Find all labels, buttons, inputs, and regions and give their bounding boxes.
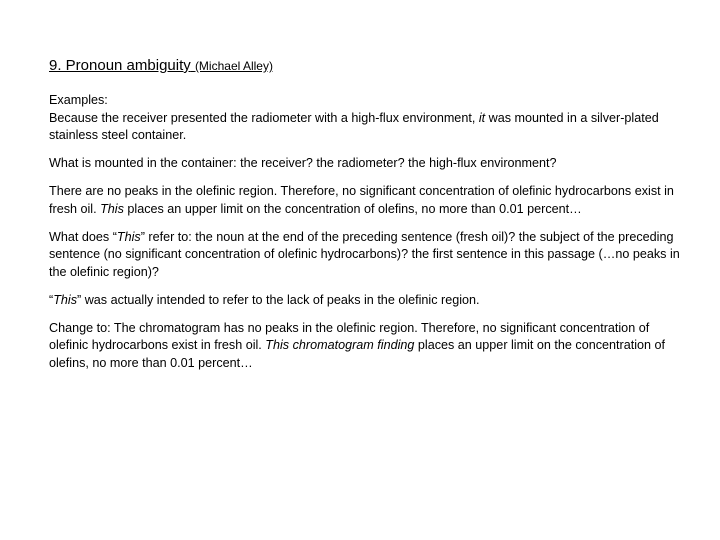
p5-text-before: “ <box>49 292 54 307</box>
p6-italic-phrase: This chromatogram finding <box>265 338 415 352</box>
p3-text-after: places an upper limit on the concentration of olefins, no more than 0.01 percent… <box>123 201 582 216</box>
p5-italic-pronoun: This <box>53 292 77 307</box>
p3-text-before: There are no peaks in the olefinic region. Therefore, no significant concentration of olefinic hydrocarbons exist in fresh oil. <box>49 184 674 216</box>
title-text: 9. Pronoun ambiguity <box>49 57 191 74</box>
p4-text-before: What does “ <box>49 229 117 244</box>
p1-italic-pronoun: it <box>478 110 486 125</box>
example-paragraph-2: What is mounted in the container: the receiver? the radiometer? the high-flux environment? <box>49 156 557 170</box>
p6-text-after: places an upper limit on the concentration of olefins, no more than 0.01 percent… <box>49 338 666 370</box>
examples-label: Examples: <box>49 93 108 107</box>
p4-text-after: ” refer to: the noun at the end of the preceding sentence (fresh oil)? the subject of the preceding sentence (no significant concentration of olefinic hydrocarbons)? the first sentence in this passage (…no peaks in the olefinic region)? <box>49 229 680 279</box>
p1-text-before: Because the receiver presented the radiometer with a high-flux environment, <box>49 110 479 125</box>
p6-text-before: Change to: The chromatogram has no peaks in the olefinic region. Therefore, no significant concentration of olefinic hydrocarbons exist in fresh oil. <box>49 320 650 352</box>
p3-italic-pronoun: This <box>100 201 124 216</box>
example-paragraph-3 <box>49 183 689 218</box>
example-paragraph-4 <box>49 229 689 282</box>
p5-text-after: ” was actually intended to refer to the lack of peaks in the olefinic region. <box>77 292 480 307</box>
p4-italic-pronoun: This <box>116 229 141 244</box>
p1-text-after: was mounted in a silver-plated stainless steel container. <box>49 110 659 142</box>
example-paragraph-1 <box>49 92 689 145</box>
example-paragraph-6 <box>49 320 689 373</box>
slide-title <box>49 56 273 76</box>
example-paragraph-5 <box>49 292 689 310</box>
slide-body <box>49 92 689 383</box>
title-attribution: (Michael Alley) <box>194 59 273 73</box>
